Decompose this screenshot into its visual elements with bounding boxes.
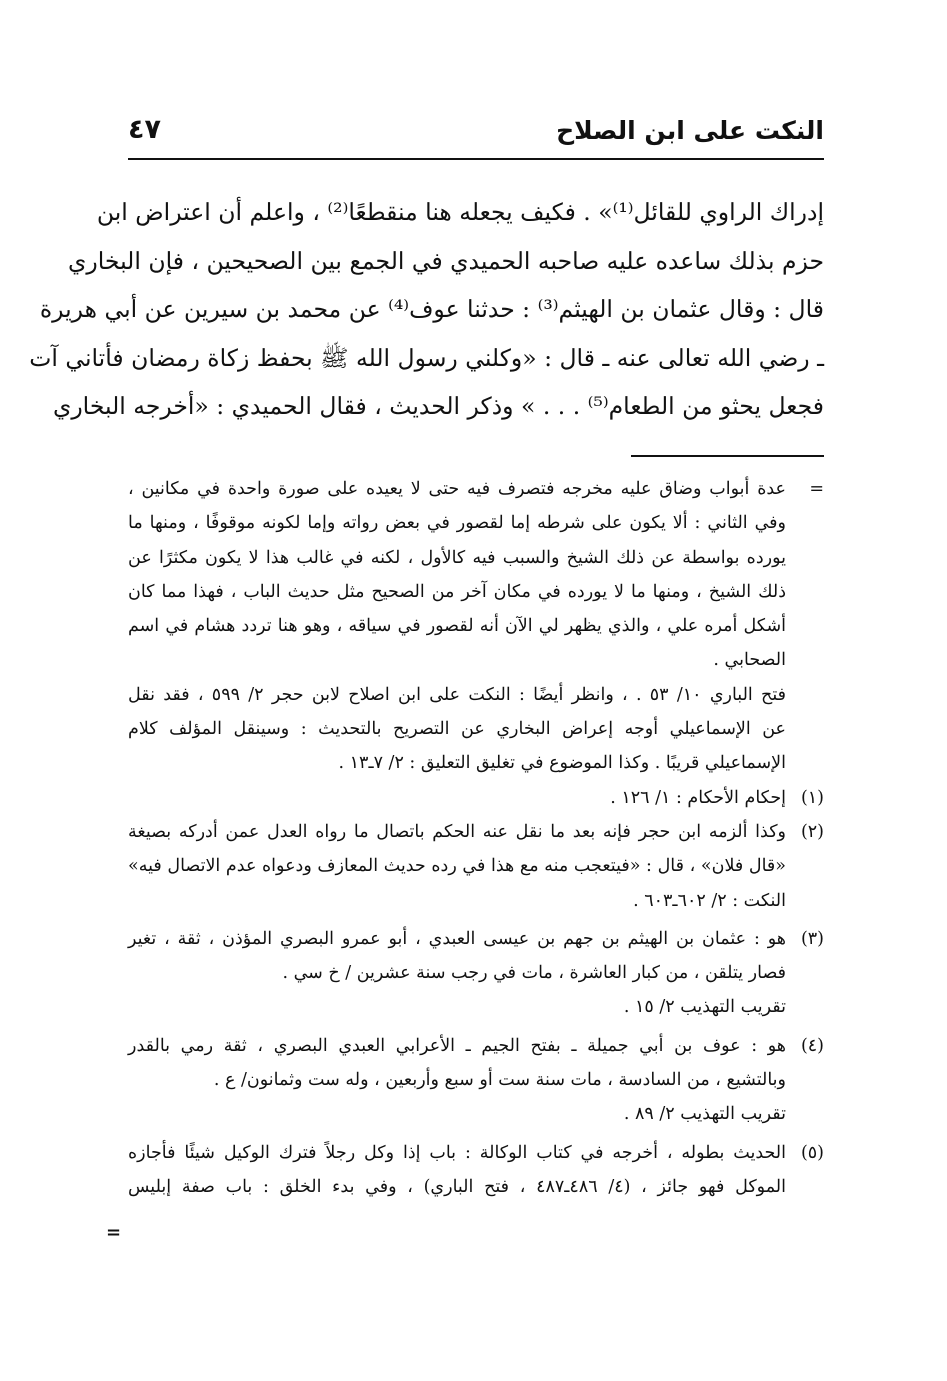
- continuation-marker: =: [809, 479, 824, 499]
- footnote-separator: [631, 455, 824, 457]
- footnote-line: وفي الثاني : ألا يكون على شرطه إما لقصور في بعض رواته وإما لكونه موقوفًا ، ومنها ما: [128, 513, 786, 534]
- main-text-line: ـ رضي الله تعالى عنه ـ قال : «وكلني رسول الله ﷺ بحفظ زكاة رمضان فأتاني آت: [29, 343, 824, 372]
- footnote-marker: (٣): [800, 928, 824, 949]
- footnote-2: [128, 815, 824, 918]
- footnote-3: [128, 922, 824, 1025]
- page-number: ٤٧: [128, 114, 161, 145]
- footnote-line: الصحابي .: [713, 650, 786, 671]
- page-header: [128, 112, 824, 156]
- footnote-5: [128, 1136, 824, 1205]
- running-title: النكت على ابن الصلاح: [556, 116, 824, 145]
- footnote-continued: [128, 472, 824, 678]
- footnote-1: [128, 781, 824, 815]
- footnote-line: أشكل أمره علي ، والذي يظهر لي الآن أنه لقصور في سياقه ، وهو هنا تردد هشام في اسم: [128, 616, 786, 637]
- footnote-line: الحديث بطوله ، أخرجه في كتاب الوكالة : باب إذا وكل رجلاً فترك الوكيل شيئًا فأجازه: [128, 1142, 786, 1163]
- footnote-line: وبالتشيع ، من السادسة ، مات سنة ست أو سبع وأربعين ، وله ست وثمانون/ ع .: [213, 1070, 786, 1091]
- footnote-line: هو : عثمان بن الهيثم بن جهم بن عيسى العبدي ، أبو عمرو البصري المؤذن ، ثقة ، تغير: [128, 928, 786, 949]
- continues-marker: =: [106, 1222, 122, 1243]
- footnote-marker: (٢): [800, 821, 824, 842]
- main-text: [29, 188, 824, 431]
- footnote-line: هو : عوف بن أبي جميلة ـ بفتح الجيم ـ الأعرابي العبدي البصري ، ثقة رمي بالقدر: [128, 1035, 786, 1056]
- footnote-line: إحكام الأحكام : ١/ ١٢٦ .: [610, 787, 786, 808]
- main-text-line: فجعل يحثو من الطعام⁽⁵⁾ . . . » وذكر الحديث ، فقال الحميدي : «أخرجه البخاري: [52, 392, 824, 421]
- footnote-line: الإسماعيلي قريبًا . وكذا الموضوع في تغليق التعليق : ٢/ ٧ـ١٣ .: [338, 753, 786, 774]
- footnote-line: تقريب التهذيب ٢/ ١٥ .: [623, 997, 786, 1018]
- footnotes: [128, 472, 824, 1204]
- footnote-line: فصار يتلقن ، من كبار العاشرة ، مات في رجب سنة عشرين / خ سي .: [282, 963, 786, 984]
- main-text-line: حزم بذلك ساعده عليه صاحبه الحميدي في الجمع بين الصحيحين ، فإن البخاري: [68, 246, 824, 275]
- footnote-marker: (٥): [800, 1142, 824, 1163]
- footnote-line: عن الإسماعيلي أوجه إعراض البخاري عن التصريح بالتحديث : وسينقل المؤلف كلام: [128, 719, 786, 740]
- footnote-line: فتح الباري ١٠/ ٥٣ . ، وانظر أيضًا : النكت على ابن اصلاح لابن حجر ٢/ ٥٩٩ ، فقد نقل: [128, 684, 786, 705]
- footnote-line: يورده بواسطة عن ذلك الشيخ والسبب فيه كالأول ، لكنه في غالب هذا لا يكون مكثرًا عن: [128, 547, 786, 568]
- footnote-line: ذلك الشيخ ، ومنها ما لا يورده في مكان آخر من الصحيح مثل حديث الباب ، فهذا مما كان: [128, 581, 786, 602]
- header-rule: [128, 158, 824, 160]
- footnote-line: عدة أبواب وضاق عليه مخرجه فتصرف فيه حتى لا يعيده على صورة واحدة في مكانين ،: [128, 479, 786, 499]
- footnote-marker: (٤): [800, 1035, 824, 1056]
- footnote-line: الموكل فهو جائز ، (٤/ ٤٨٦ـ٤٨٧ ، فتح الباري) ، وفي بدء الخلق : باب صفة إبليس: [128, 1176, 786, 1197]
- main-text-line: قال : وقال عثمان بن الهيثم⁽³⁾ : حدثنا عوف⁽⁴⁾ عن محمد بن سيرين عن أبي هريرة: [39, 295, 824, 324]
- footnote-line: تقريب التهذيب ٢/ ٨٩ .: [623, 1104, 786, 1125]
- footnote-line: النكت : ٢/ ٦٠٢ـ٦٠٣ .: [633, 890, 786, 911]
- main-text-line: إدراك الراوي للقائل⁽¹⁾» . فكيف يجعله هنا منقطعًا⁽²⁾ ، واعلم أن اعتراض ابن: [96, 198, 824, 226]
- footnote-line: وكذا ألزمه ابن حجر فإنه بعد ما نقل عنه الحكم باتصال ما رواه العدل عمن أدركه بصيغة: [128, 821, 786, 842]
- footnote-continued-refs: [128, 678, 824, 781]
- footnote-4: [128, 1029, 824, 1132]
- footnote-line: «قال فلان» ، قال : «فيتعجب منه مع هذا في رده حديث المعازف ودعواه عدم الاتصال فيه»: [128, 856, 786, 877]
- footnote-marker: (١): [800, 787, 824, 808]
